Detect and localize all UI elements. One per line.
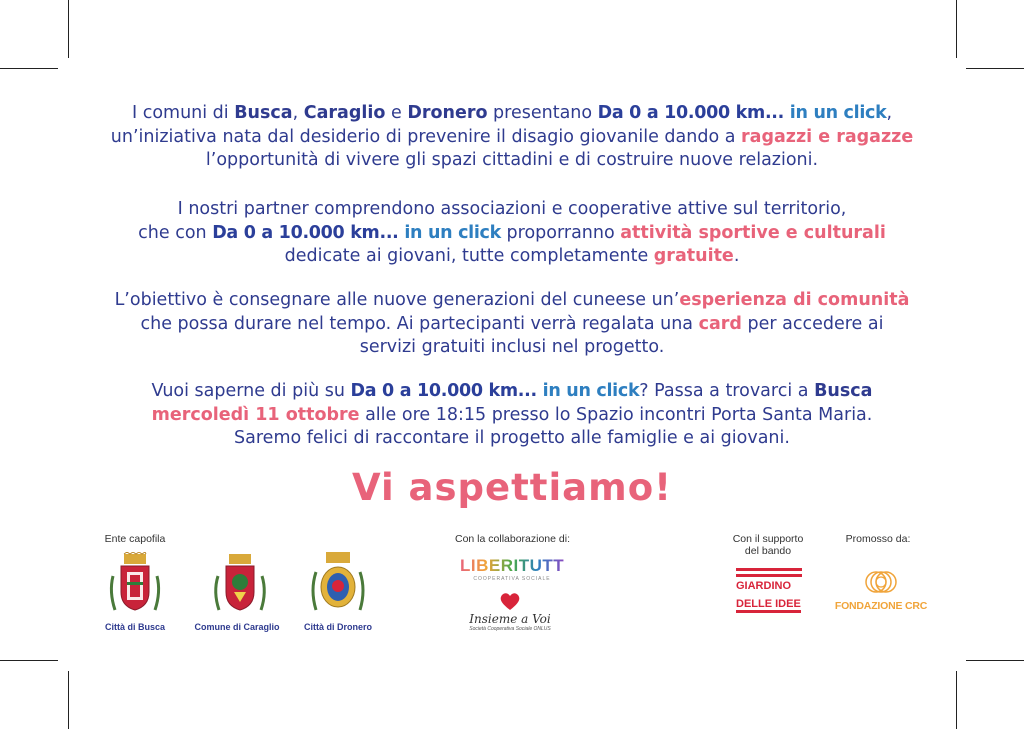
- partners-paragraph: I nostri partner comprendono associazioni e cooperative attive sul territorio, che con Da 0 a 10.000 km... in un click proporranno attività sportive e culturali dedicate ai giovani, tutte completamente gratuite.: [138, 199, 886, 266]
- crop-mark: [0, 68, 58, 69]
- crop-mark: [966, 660, 1024, 661]
- dronero-caption: Città di Dronero: [303, 622, 372, 632]
- giardino-delle-idee-logo: GIARDINO DELLE IDEE: [736, 568, 802, 613]
- project-brand: Da 0 a 10.000 km... in un click: [350, 381, 640, 401]
- event-paragraph: Vuoi saperne di più su Da 0 a 10.000 km... in un click? Passa a trovarci a Busca mercoledì 11 ottobre alle ore 18:15 presso lo Spazio incontri Porta Santa Maria. Saremo felici di raccontare il progetto alle famiglie e ai giovani.: [151, 381, 873, 448]
- busca-crest-logo: [105, 552, 165, 622]
- liberitutti-logo: LIBERITUTTI COOPERATIVA SOCIALE: [460, 556, 570, 582]
- crop-mark: [68, 671, 69, 729]
- busca-caption: Città di Busca: [104, 622, 165, 632]
- crop-mark: [956, 671, 957, 729]
- collaboration-label: Con la collaborazione di:: [455, 533, 570, 545]
- fondazione-crc-logo: FONDAZIONE CRC: [834, 568, 928, 612]
- insieme-a-voi-logo: Insieme a Voi Società Cooperativa Sociale ONLUS: [450, 590, 570, 632]
- caraglio-caption: Comune di Caraglio: [194, 622, 280, 632]
- rings-icon: [863, 568, 899, 596]
- crop-mark: [68, 0, 69, 58]
- caraglio-crest-logo: [210, 552, 270, 622]
- intro-paragraph: I comuni di Busca, Caraglio e Dronero presentano Da 0 a 10.000 km... in un click, un’iniziativa nata dal desiderio di prevenire il disagio giovanile dando a ragazzi e ragazze l’opportunità di vivere gli spazi cittadini e di costruire nuove relazioni.: [110, 103, 914, 170]
- heart-icon: [497, 590, 523, 612]
- dronero-crest-logo: [308, 550, 368, 622]
- support-label: Con il supporto del bando: [732, 533, 804, 557]
- headline: Vi aspettiamo!: [352, 466, 672, 509]
- crop-mark: [0, 660, 58, 661]
- promoted-by-label: Promosso da:: [845, 533, 911, 545]
- ente-capofila-label: Ente capofila: [104, 533, 166, 545]
- project-brand: Da 0 a 10.000 km... in un click: [597, 103, 887, 123]
- goal-paragraph: L’obiettivo è consegnare alle nuove generazioni del cuneese un’esperienza di comunità che possa durare nel tempo. Ai partecipanti verrà regalata una card per accedere ai servizi gratuiti inclusi nel progetto.: [114, 290, 910, 357]
- crop-mark: [956, 0, 957, 58]
- crop-mark: [966, 68, 1024, 69]
- project-brand: Da 0 a 10.000 km... in un click: [212, 222, 501, 243]
